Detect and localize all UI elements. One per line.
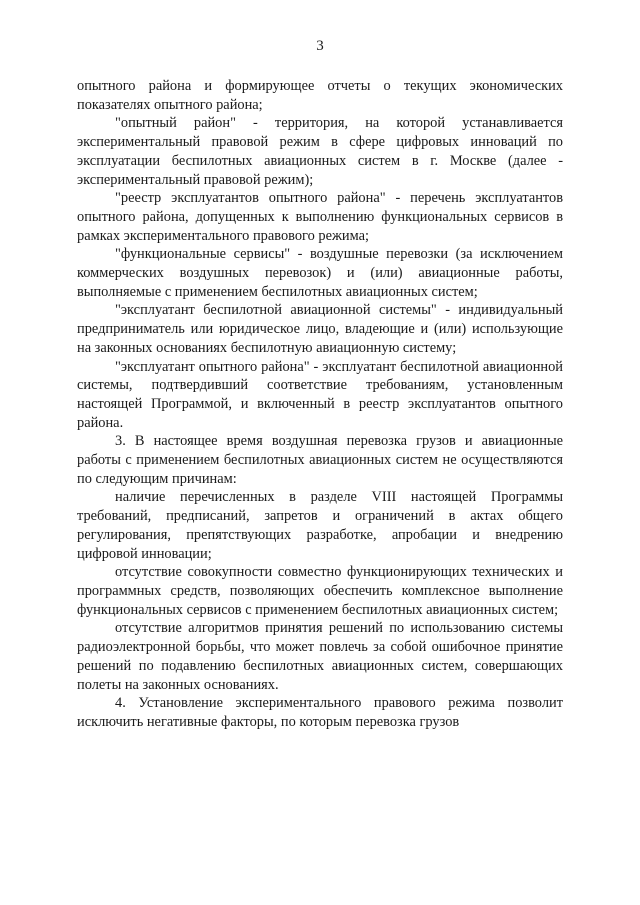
page-number: 3 xyxy=(316,38,324,54)
definition-operator-registry: "реестр эксплуатантов опытного района" - перечень эксплуатантов опытного района, допущенных к выполнению функциональных сервисов в рамках экспериментального правового режима; xyxy=(77,190,563,244)
definition-pilot-area-operator: "эксплуатант опытного района" - эксплуатант беспилотной авиационной системы, подтвердивший соответствие требованиям, установленным настоящей Программой, и включенный в реестр эксплуатантов опытного района. xyxy=(77,358,563,431)
reason-no-technical-means: отсутствие совокупности совместно функционирующих технических и программных средств, позволяющих обеспечить комплексное выполнение функциональных сервисов с применением беспилотных авиационных систем; xyxy=(77,564,563,618)
definition-functional-services: "функциональные сервисы" - воздушные перевозки (за исключением коммерческих воздушных перевозок) и (или) авиационные работы, выполняемые с применением беспилотных авиационных систем; xyxy=(77,246,563,300)
document-body xyxy=(77,77,563,732)
paragraph-continuation: опытного района и формирующее отчеты о текущих экономических показателях опытного района; xyxy=(77,78,563,113)
section-3-intro: 3. В настоящее время воздушная перевозка грузов и авиационные работы с применением беспилотных авиационных систем не осуществляются по следующим причинам: xyxy=(77,433,563,487)
reason-no-algorithms: отсутствие алгоритмов принятия решений по использованию системы радиоэлектронной борьбы, что может повлечь за собой ошибочное принятие решений по подавлению беспилотных авиационных систем, совершающих полеты на законных основаниях. xyxy=(77,620,563,693)
section-4-intro: 4. Установление экспериментального правового режима позволит исключить негативные факторы, по которым перевозка грузов xyxy=(77,695,563,730)
definition-uas-operator: "эксплуатант беспилотной авиационной системы" - индивидуальный предприниматель или юридическое лицо, владеющие и (или) использующие на законных основаниях беспилотную авиационную систему; xyxy=(77,302,563,356)
reason-requirements: наличие перечисленных в разделе VIII настоящей Программы требований, предписаний, запретов и ограничений в актах общего регулирования, препятствующих разработке, апробации и внедрению цифровой инновации; xyxy=(77,489,564,562)
definition-pilot-area: "опытный район" - территория, на которой устанавливается экспериментальный правовой режим в сфере цифровых инноваций по эксплуатации беспилотных авиационных систем в г. Москве (далее - экспериментальный правовой режим); xyxy=(77,115,563,188)
